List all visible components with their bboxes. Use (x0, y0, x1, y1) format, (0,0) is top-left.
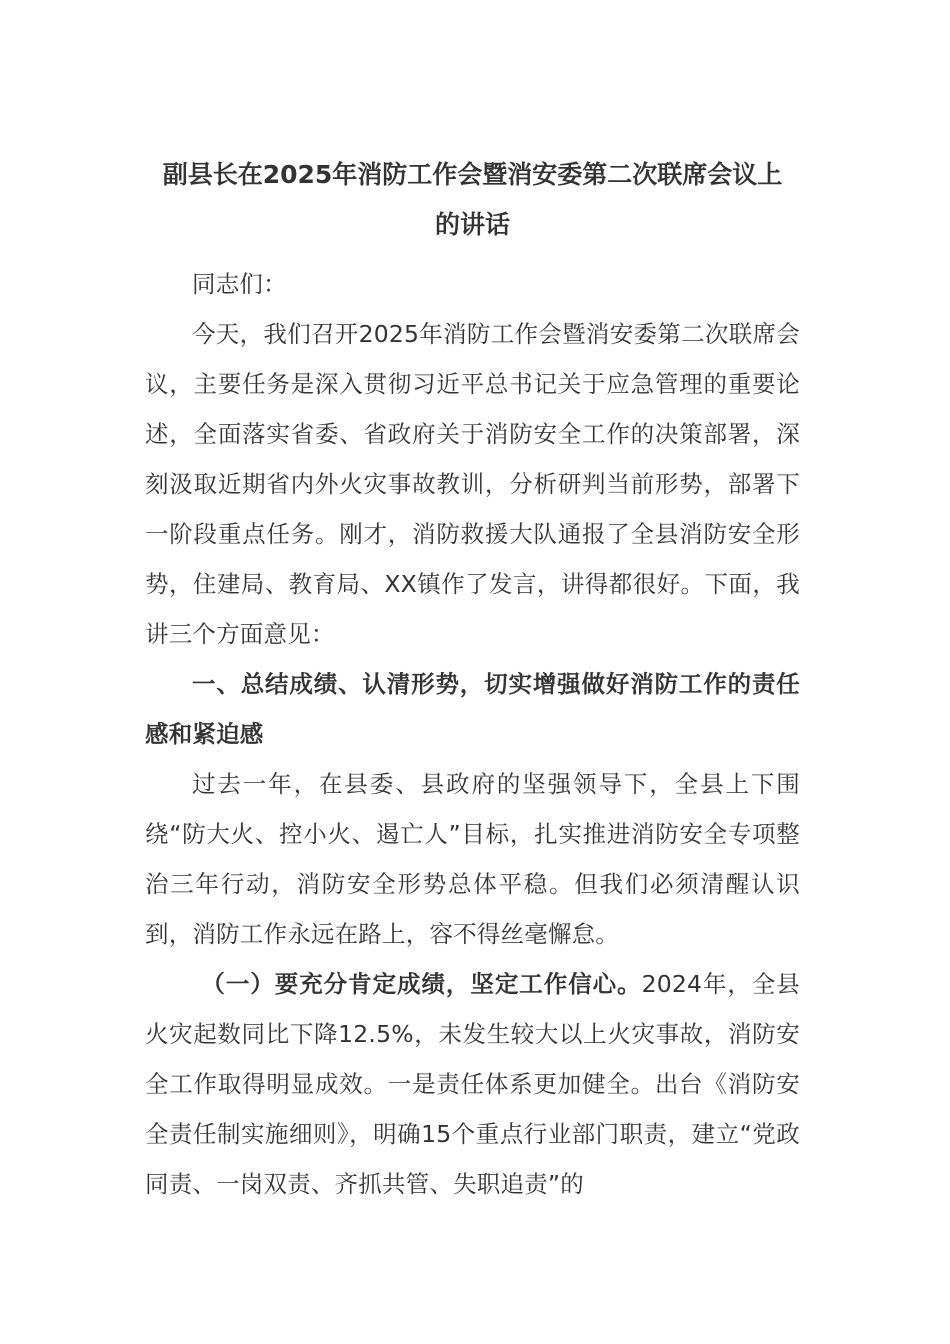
salutation: 同志们： (192, 270, 287, 298)
title-line-2: 的讲话 (434, 210, 510, 239)
subsection-1-heading: （一）要充分肯定成绩，坚定工作信心。 (201, 970, 642, 998)
section-1-heading: 一、总结成绩、认清形势，切实增强做好消防工作的责任感和紧迫感 (145, 670, 800, 748)
document-title (145, 150, 800, 250)
title-line-1: 副县长在2025年消防工作会暨消安委第二次联席会议上 (162, 160, 783, 189)
intro-paragraph: 今天，我们召开2025年消防工作会暨消安委第二次联席会议，主要任务是深入贯彻习近平总书记关于应急管理的重要论述，全面落实省委、省政府关于消防安全工作的决策部署，深刻汲取近期省内外火灾事故教训，分析研判当前形势，部署下一阶段重点任务。刚才，消防救援大队通报了全县消防安全形势，住建局、教育局、XX镇作了发言，讲得都很好。下面，我讲三个方面意见： (145, 320, 800, 648)
section-1-paragraph: 过去一年，在县委、县政府的坚强领导下，全县上下围绕“防大火、控小火、遏亡人”目标，扎实推进消防安全专项整治三年行动，消防安全形势总体平稳。但我们必须清醒认识到，消防工作永远在路上，容不得丝毫懈怠。 (145, 770, 800, 948)
subsection-1-text: 2024年，全县火灾起数同比下降12.5%，未发生较大以上火灾事故，消防安全工作取得明显成效。一是责任体系更加健全。出台《消防安全责任制实施细则》，明确15个重点行业部门职责，建立“党政同责、一岗双责、齐抓共管、失职追责”的 (145, 970, 801, 1198)
document-page (145, 150, 800, 1209)
subsection-1-paragraph (145, 959, 800, 1209)
